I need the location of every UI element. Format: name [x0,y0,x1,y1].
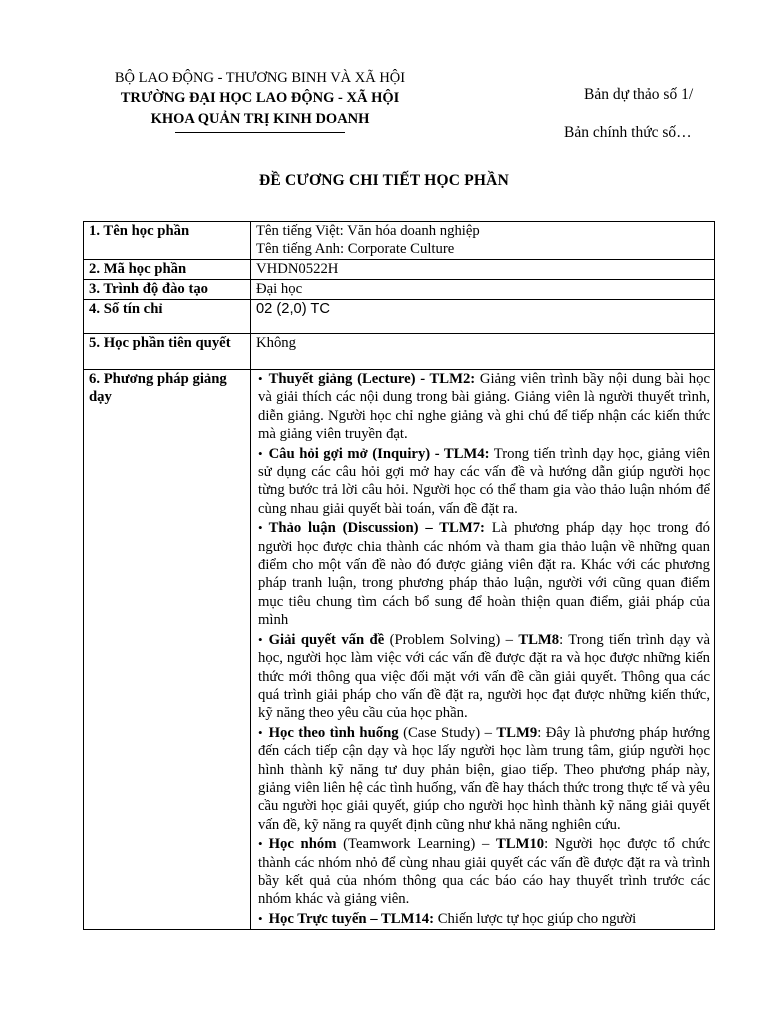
method-name: Học theo tình huống [268,724,399,741]
bullet-icon: • [258,631,263,647]
method-english-name: (Teamwork Learning) – [336,836,496,853]
method-english-name: (Case Study) – [398,724,497,741]
method-name: Học Trực tuyến – TLM14: [268,910,435,927]
prerequisite-value: Không [251,334,715,370]
course-name-en: Tên tiếng Anh: Corporate Culture [256,241,455,258]
header-divider [175,132,345,133]
official-label: Bản chính thức số… [564,124,692,141]
method-item [256,519,710,629]
row-label: 2. Mã học phần [84,260,251,280]
bullet-icon: • [258,520,263,536]
method-description: Chiến lược tự học giúp cho người [434,910,637,927]
ministry-name: BỘ LAO ĐỘNG - THƯƠNG BINH VÀ XÃ HỘI [114,70,406,86]
method-code: TLM8 [518,631,560,648]
method-item [256,370,710,444]
method-item [256,445,710,519]
method-name: Câu hỏi gợi mở (Inquiry) - TLM4: [268,445,490,462]
training-level: Đại học [251,280,715,300]
method-description: : Đây là phương pháp hướng đến cách tiếp cận dạy và học lấy người học làm trung tâm, giúp người học hình thành kỹ năng tư duy phản biện, giao tiếp. Theo phương pháp này, giảng viên liên hệ các tình huống, vấn đề hay thách thức trong thực tế và yêu cầu người học giải quyết, giúp cho người học hình thành kỹ năng giải quyết vấn đề, kỹ năng ra quyết định cũng như khả năng nghiên cứu. [258,724,710,833]
table-row [84,260,715,280]
method-item [256,910,710,928]
course-spec-table [83,221,715,930]
table-row [84,300,715,334]
bullet-icon: • [258,445,263,461]
draft-label: Bản dự thảo số 1/ [584,86,694,103]
method-code: TLM9 [496,724,538,741]
method-item [256,724,710,834]
bullet-icon: • [258,910,263,926]
method-name: Thuyết giảng (Lecture) - TLM2: [268,371,476,387]
row-label: 6. Phương pháp giảng dạy [84,370,251,930]
table-row [84,334,715,370]
method-english-name: (Problem Solving) – [384,631,519,648]
document-title: ĐỀ CƯƠNG CHI TIẾT HỌC PHẦN [259,172,509,189]
bullet-icon: • [258,836,263,852]
row-label: 4. Số tín chỉ [84,300,251,334]
row-label: 3. Trình độ đào tạo [84,280,251,300]
bullet-icon: • [258,724,263,740]
method-item [256,835,710,909]
method-name: Học nhóm [268,836,337,853]
table-row [84,370,715,930]
institution-header [70,68,450,133]
course-code: VHDN0522H [251,260,715,280]
bullet-icon: • [258,371,263,386]
method-code: TLM10 [495,836,545,853]
method-description: : Trong tiến trình dạy và học, người học làm việc với các vấn đề được đặt ra và học được những kiến thức mới thông qua việc đối mặt với vấn đề cần giải quyết. Thông qua các quá trình giải pháp cho vấn đề đặt ra, người học đạt được những kiến thức, kỹ năng theo yêu cầu của học phần. [258,631,710,722]
method-item [256,631,710,723]
method-name: Giải quyết vấn đề [268,631,385,648]
row-value [251,222,715,260]
method-name: Thảo luận (Discussion) – TLM7: [268,520,485,537]
methods-list [251,370,715,930]
method-description: : Người học được tổ chức thành các nhóm nhỏ để cùng nhau giải quyết các vấn đề được đặt ra và trình bầy kết quả của nhóm thông qua các báo cáo hay thuyết trình trước các nhóm khác và giảng viên. [258,836,711,908]
row-label: 5. Học phần tiên quyết [84,334,251,370]
credits-value: 02 (2,0) TC [251,300,715,334]
course-name-vi: Tên tiếng Việt: Văn hóa doanh nghiệp [256,223,480,239]
method-description: Là phương pháp dạy học trong đó người học được chia thành các nhóm và tham gia thảo luận về những quan điểm cho một vấn đề nào đó được giảng viên đặt ra. Khác với các phương pháp tranh luận, trong phương pháp thảo luận, người với cũng quan điểm mục tiêu chung tìm cách bổ sung để hoàn thiện quan điểm, giải pháp của mình [258,520,710,629]
faculty-name: KHOA QUẢN TRỊ KINH DOANH [150,111,370,127]
table-row [84,280,715,300]
row-label: 1. Tên học phần [84,222,251,260]
university-name: TRƯỜNG ĐẠI HỌC LAO ĐỘNG - XÃ HỘI [120,90,400,106]
table-row [84,222,715,260]
method-description: Giảng viên trình bầy nội dung bài học và giải thích các nội dung trong bài giảng. Giảng viên là người thuyết trình, diễn giảng. Người học chỉ nghe giảng và ghi chú để tiếp nhận các kiến thức mà giảng viên truyền đạt. [258,371,710,443]
method-description: Trong tiến trình dạy học, giảng viên sử dụng các câu hỏi gợi mở hay các vấn đề và hướng dẫn giúp người học từng bước trả lời câu hỏi. Người học có thể tham gia vào thảo luận nhóm để cùng nhau giải quyết bài toán, vấn đề đặt ra. [258,445,710,517]
